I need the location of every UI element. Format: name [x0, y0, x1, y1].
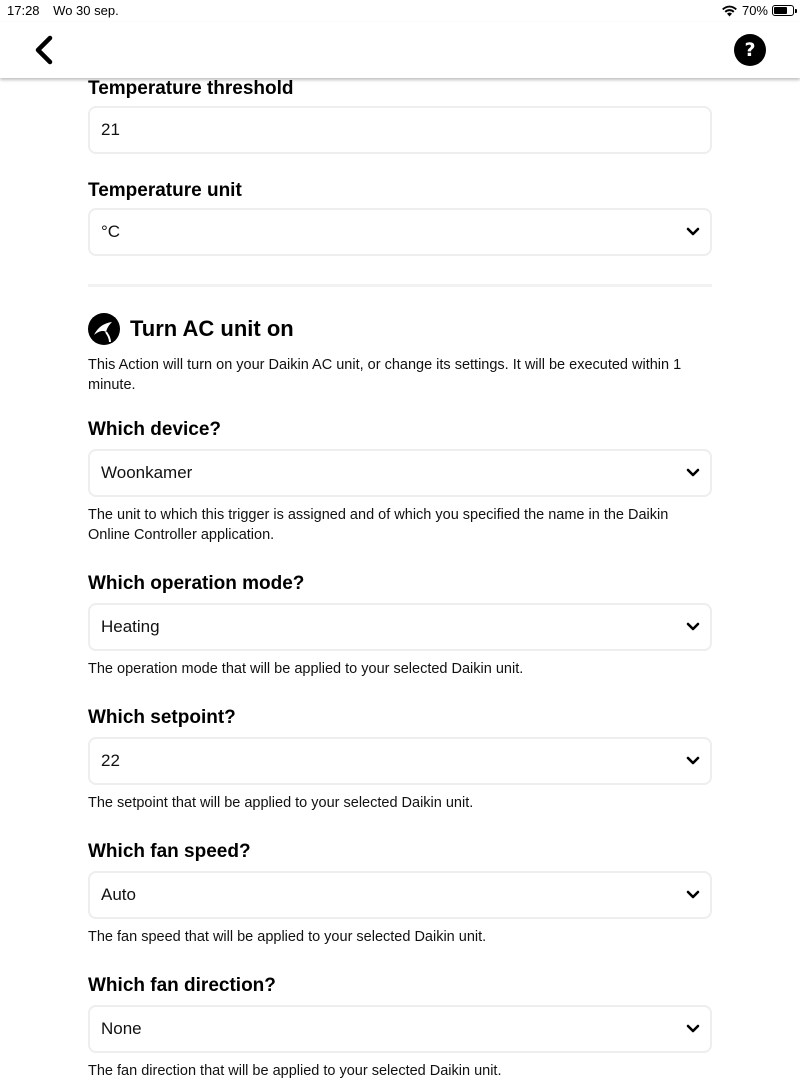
- setpoint-value: 22: [101, 751, 120, 770]
- setpoint-select[interactable]: [88, 737, 712, 785]
- help-button[interactable]: [734, 34, 766, 66]
- action-description: This Action will turn on your Daikin AC unit, or change its settings. It will be executed within 1 minute.: [88, 357, 682, 393]
- chevron-down-icon: [686, 622, 700, 632]
- device-select[interactable]: [88, 449, 712, 497]
- temperature-unit-value: °C: [101, 222, 121, 241]
- label-fan-speed: Which fan speed?: [88, 841, 251, 862]
- fan-direction-value: None: [101, 1019, 142, 1038]
- action-title: Turn AC unit on: [130, 316, 294, 341]
- help-icon: ?: [744, 39, 756, 61]
- status-date: Wo 30 sep.: [53, 3, 119, 18]
- label-temperature-unit: Temperature unit: [88, 180, 242, 201]
- chevron-down-icon: [686, 756, 700, 766]
- fan-speed-select[interactable]: [88, 871, 712, 919]
- label-operation-mode: Which operation mode?: [88, 573, 305, 594]
- status-bar: [0, 0, 800, 22]
- section-divider: [88, 284, 712, 287]
- chevron-down-icon: [686, 227, 700, 237]
- fan-speed-helper: The fan speed that will be applied to your selected Daikin unit.: [88, 929, 487, 945]
- daikin-logo-icon: [88, 313, 120, 345]
- status-time: 17:28: [7, 3, 40, 18]
- operation-mode-select[interactable]: [88, 603, 712, 651]
- device-value: Woonkamer: [101, 463, 193, 482]
- label-device: Which device?: [88, 419, 222, 440]
- label-temperature-threshold: Temperature threshold: [88, 78, 294, 99]
- temperature-threshold-value: 21: [101, 120, 120, 139]
- action-header: [88, 313, 712, 345]
- temperature-threshold-input[interactable]: [88, 106, 712, 154]
- fan-speed-value: Auto: [101, 885, 136, 904]
- fan-direction-helper: The fan direction that will be applied to your selected Daikin unit.: [88, 1063, 502, 1079]
- fan-direction-select[interactable]: [88, 1005, 712, 1053]
- setpoint-helper: The setpoint that will be applied to your selected Daikin unit.: [88, 795, 474, 811]
- chevron-left-icon: [28, 34, 60, 66]
- operation-mode-value: Heating: [101, 617, 160, 636]
- label-setpoint: Which setpoint?: [88, 707, 236, 728]
- temperature-unit-select[interactable]: [88, 208, 712, 256]
- battery-level: [774, 7, 787, 14]
- device-helper: The unit to which this trigger is assigned and of which you specified the name in the Daikin Online Controller application.: [88, 507, 669, 543]
- chevron-down-icon: [686, 468, 700, 478]
- battery-percent: 70%: [741, 3, 768, 18]
- chevron-down-icon: [686, 890, 700, 900]
- main-content: [88, 78, 712, 1081]
- operation-mode-helper: The operation mode that will be applied to your selected Daikin unit.: [88, 661, 524, 677]
- chevron-down-icon: [686, 1024, 700, 1034]
- back-button[interactable]: [28, 34, 60, 66]
- nav-bar: [0, 22, 800, 78]
- battery-icon: [772, 5, 794, 16]
- wifi-icon: [721, 4, 738, 17]
- label-fan-direction: Which fan direction?: [88, 975, 276, 996]
